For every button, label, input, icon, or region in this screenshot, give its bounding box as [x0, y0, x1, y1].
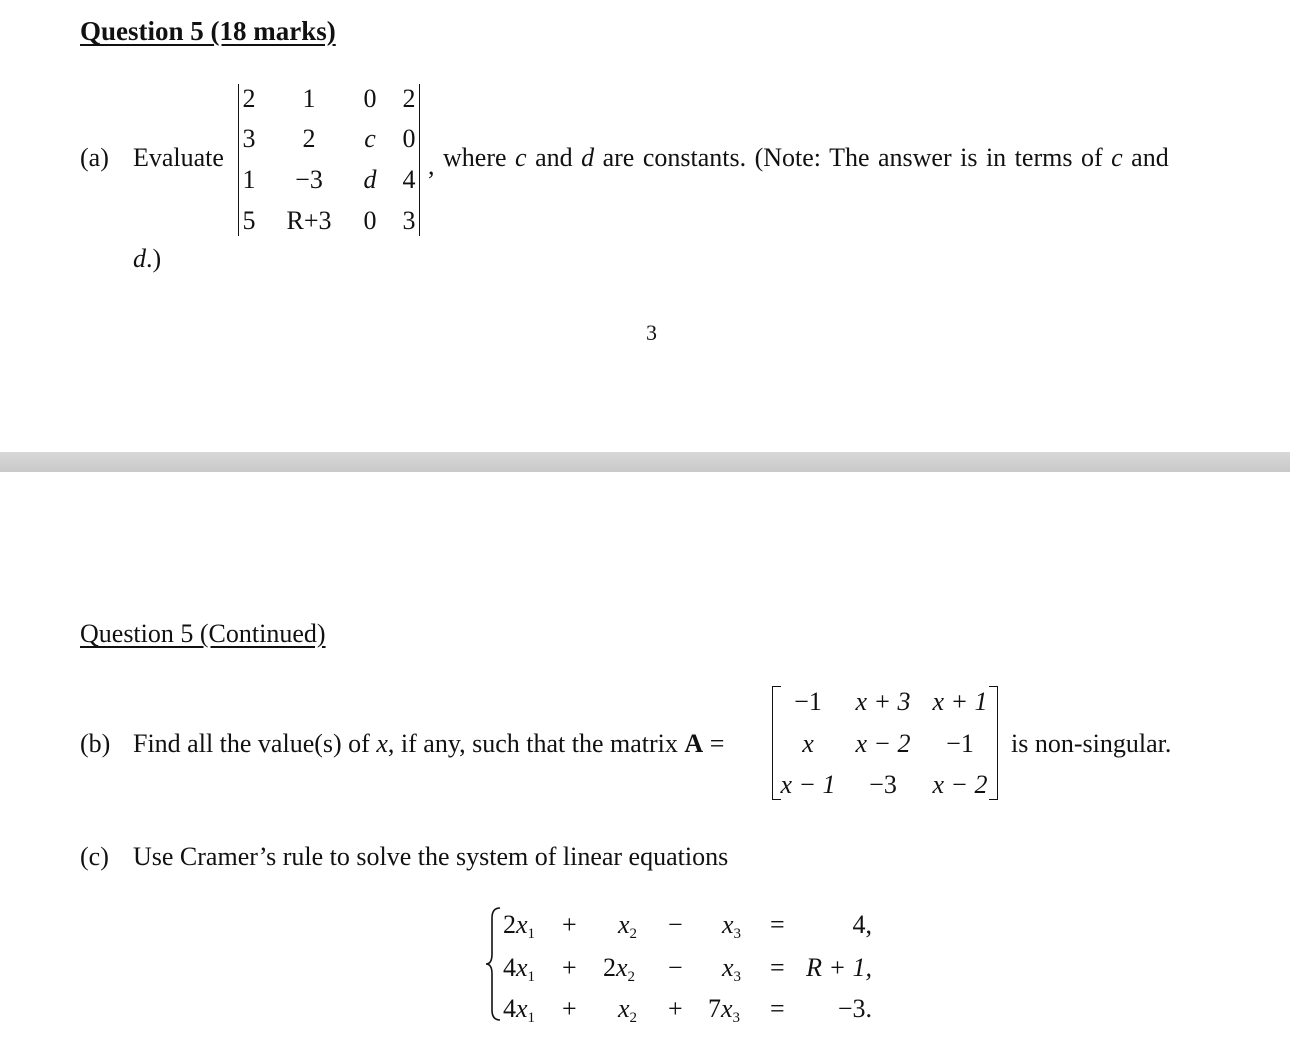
question-title: Question 5 (18 marks) — [80, 16, 336, 46]
system-brace — [484, 906, 502, 1022]
t-and: and — [1131, 143, 1169, 172]
part-b-text — [133, 731, 724, 757]
part-a-text — [443, 145, 1169, 171]
det-cell: 5 — [242, 206, 256, 235]
eq1-rhs: 4, — [852, 910, 872, 939]
part-a-verb: Evaluate — [133, 143, 224, 172]
part-b-text-1: Find all the value(s) of — [133, 729, 370, 758]
mat-cell: x − 1 — [780, 770, 836, 799]
var-x: x — [376, 729, 388, 758]
eq2-op1: + — [562, 953, 577, 982]
eq3-term1: $4x_1$ — [503, 994, 536, 1026]
page-number: 3 — [646, 320, 657, 345]
eq1-op2: − — [668, 910, 683, 939]
det-cell: 3 — [242, 124, 256, 153]
var-d: d — [581, 143, 595, 172]
det-cell: 2 — [242, 84, 256, 113]
eq1-term1: $2x_1$ — [503, 910, 536, 942]
part-b-text-2: , if any, such that the matrix — [387, 729, 678, 758]
mat-cell: x — [802, 729, 814, 758]
eq3-term3: $7x_3$ — [708, 994, 741, 1026]
eq2-term2: $2x_2$ — [603, 953, 636, 985]
var-d: d — [133, 244, 146, 273]
mat-cell: −1 — [794, 687, 822, 716]
page-separator — [0, 452, 1290, 472]
mat-cell: x − 2 — [932, 770, 988, 799]
eq2-op2: − — [668, 953, 683, 982]
det-cell: 0 — [402, 124, 416, 153]
t-where: where — [443, 143, 507, 172]
det-cell: 2 — [302, 124, 316, 153]
det-cell: −3 — [295, 165, 323, 194]
determinant-right-bar — [419, 84, 420, 236]
var-c: c — [1111, 143, 1123, 172]
det-cell: 1 — [242, 165, 256, 194]
matrix-name: A — [684, 729, 704, 758]
equals-sign: = — [709, 729, 725, 758]
eq2-term3: $x_3$ — [722, 953, 742, 985]
det-cell: 0 — [363, 206, 377, 235]
det-cell: c — [364, 124, 376, 153]
det-cell: 1 — [302, 84, 316, 113]
mat-cell: x + 3 — [855, 687, 911, 716]
eq1-term3: $x_3$ — [722, 910, 742, 942]
eq3-rhs: −3. — [837, 994, 872, 1023]
mat-cell: −3 — [869, 770, 897, 799]
det-cell: 0 — [363, 84, 377, 113]
eq1-term2: $x_2$ — [618, 910, 638, 942]
part-b-suffix: is non-singular. — [1011, 729, 1172, 758]
det-cell: 4 — [402, 165, 416, 194]
var-c: c — [515, 143, 527, 172]
t-rest: are constants. (Note: The answer is in terms of — [602, 143, 1103, 172]
part-a-continuation — [133, 246, 161, 272]
mat-cell: x − 2 — [855, 729, 911, 758]
part-c-label: (c) — [80, 842, 109, 871]
determinant-left-bar — [238, 84, 239, 236]
t-and: and — [535, 143, 573, 172]
eq1-op1: + — [562, 910, 577, 939]
det-cell: 2 — [402, 84, 416, 113]
det-cell: 3 — [402, 206, 416, 235]
det-cell: R+3 — [286, 206, 332, 235]
part-a-comma: , — [428, 151, 435, 180]
part-a-label: (a) — [80, 143, 109, 172]
eq3-equals: = — [770, 994, 785, 1023]
matrix-right-bracket — [989, 686, 998, 800]
eq3-term2: $x_2$ — [618, 994, 638, 1026]
part-b-label: (b) — [80, 729, 111, 758]
eq3-op1: + — [562, 994, 577, 1023]
eq2-rhs: R + 1, — [806, 953, 872, 982]
eq2-equals: = — [770, 953, 785, 982]
mat-cell: −1 — [946, 729, 974, 758]
part-c-text: Use Cramer’s rule to solve the system of linear equations — [133, 842, 729, 871]
eq2-term1: $4x_1$ — [503, 953, 536, 985]
eq3-op2: + — [668, 994, 683, 1023]
eq1-equals: = — [770, 910, 785, 939]
det-cell: d — [363, 165, 377, 194]
mat-cell: x + 1 — [932, 687, 988, 716]
continued-title: Question 5 (Continued) — [80, 619, 326, 648]
t-close: .) — [146, 244, 162, 273]
